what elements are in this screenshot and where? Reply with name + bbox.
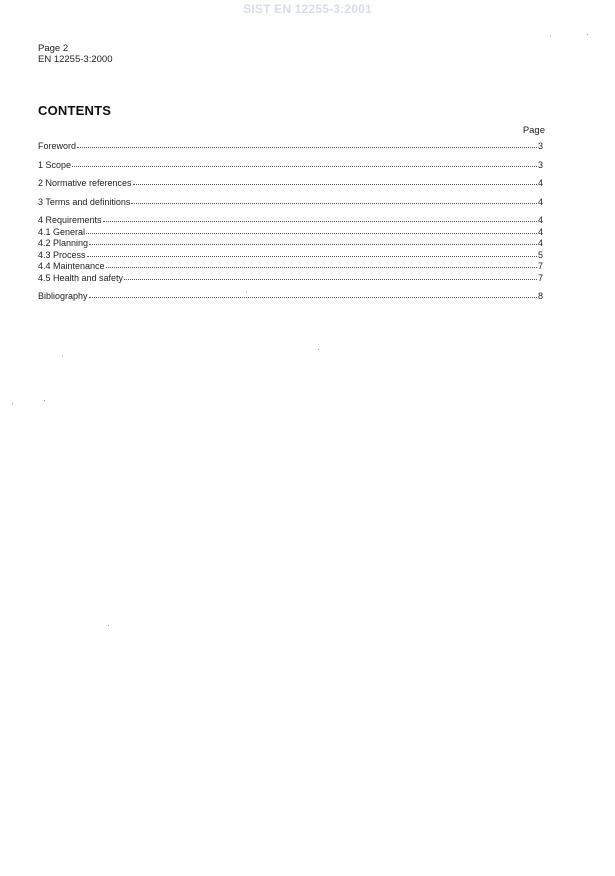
toc-entry-label: Bibliography (38, 291, 88, 301)
toc-entry-scope[interactable] (38, 159, 543, 171)
page-number: Page 2 (38, 43, 69, 54)
toc-entry-foreword[interactable] (38, 140, 543, 152)
toc-entry-label: Foreword (38, 141, 77, 151)
toc-entry-terms-and-definitions[interactable] (38, 196, 543, 208)
toc-entry-label: 4.2 Planning (38, 238, 89, 248)
dot-leader (77, 139, 537, 148)
dot-leader (103, 213, 537, 222)
toc-entry-label: 4.3 Process (38, 249, 86, 260)
toc-entry-page: 4 (537, 196, 543, 207)
toc-entry-page: 7 (537, 272, 543, 283)
toc-entry-label: 4 Requirements (38, 215, 102, 225)
contents-title: CONTENTS (38, 103, 112, 118)
toc-entry-label: 1 Scope (38, 159, 72, 170)
page-column-label: Page (522, 125, 545, 136)
scan-speck (246, 292, 247, 293)
dot-leader (72, 158, 537, 167)
table-of-contents (38, 140, 543, 302)
dot-leader (124, 271, 537, 280)
toc-entry-page: 4 (537, 215, 543, 225)
toc-entry-page: 3 (537, 159, 543, 170)
scan-speck (318, 349, 319, 350)
toc-entry-bibliography[interactable] (38, 290, 543, 302)
scan-speck (44, 400, 45, 401)
toc-entry-page: 8 (537, 291, 543, 301)
toc-entry-label: 4.5 Health and safety (38, 272, 124, 283)
dot-leader (86, 225, 537, 234)
toc-entry-health-and-safety[interactable] (38, 272, 543, 284)
toc-entry-page: 3 (537, 141, 543, 151)
toc-entry-normative-references[interactable] (38, 177, 543, 189)
toc-entry-page: 5 (537, 249, 543, 260)
toc-entry-label: 4.1 General (38, 226, 86, 237)
dot-leader (106, 259, 537, 268)
scan-speck (108, 625, 109, 626)
scan-speck (62, 356, 63, 357)
dot-leader (131, 195, 537, 204)
dot-leader (87, 248, 537, 257)
scan-speck (550, 36, 551, 37)
scan-speck (12, 403, 13, 404)
toc-entry-label: 2 Normative references (38, 178, 132, 188)
document-id: EN 12255-3:2000 (38, 54, 113, 65)
dot-leader (89, 236, 537, 245)
toc-entry-page: 4 (537, 226, 543, 237)
watermark: SIST EN 12255-3:2001 (243, 2, 372, 16)
toc-entry-label: 4.4 Maintenance (38, 261, 105, 271)
toc-entry-page: 4 (537, 238, 543, 248)
toc-entry-page: 7 (537, 261, 543, 271)
toc-entry-page: 4 (537, 178, 543, 188)
scan-speck (587, 34, 588, 35)
toc-entry-label: 3 Terms and definitions (38, 196, 131, 207)
page-header (38, 43, 112, 65)
dot-leader (89, 289, 537, 298)
dot-leader (133, 176, 537, 185)
